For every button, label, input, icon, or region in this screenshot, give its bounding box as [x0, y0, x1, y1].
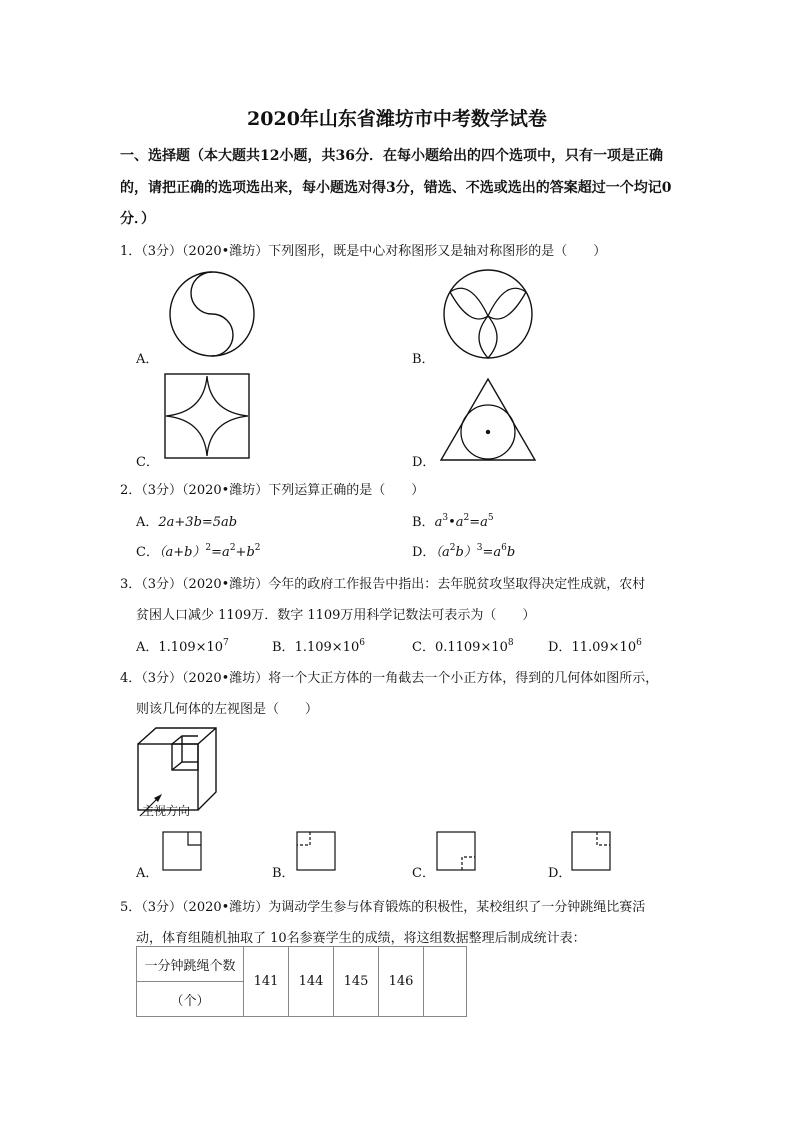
q2-d-exp: 3: [476, 543, 483, 553]
q1-option-d-label: D．: [412, 455, 436, 470]
jump-rope-stat-table: [136, 946, 467, 1017]
page-title: 2020年山东省潍坊市中考数学试卷: [247, 108, 547, 130]
q2-b-part: •a: [448, 515, 464, 530]
left-view-option-a-figure: [162, 831, 204, 873]
q2-option-d: [412, 541, 515, 560]
table-header-unit-cell: （个）: [137, 982, 244, 1017]
q3-option-d: [548, 636, 642, 655]
q4-option-b-label: B．: [272, 866, 295, 881]
left-view-option-c-figure: [436, 831, 478, 873]
q2-b-part: =a: [469, 515, 488, 530]
q4-option-c-label: C．: [412, 866, 435, 881]
q1-option-a-label: A．: [136, 352, 159, 367]
q2-b-exp: 5: [487, 513, 494, 523]
q3-a-exp: 7: [223, 638, 229, 648]
q2-c-part: （a+b）: [158, 545, 206, 560]
q4-option-a-label: A．: [136, 866, 159, 881]
table-empty-cell: [424, 947, 467, 1017]
q2-d-part: b: [506, 545, 516, 560]
q1-option-b-label: B．: [412, 352, 435, 367]
q2-d-exp: 2: [449, 543, 456, 553]
q2-c-exp: 2: [205, 543, 212, 553]
table-header-cell: [137, 947, 244, 982]
view-direction-caption: 主视方向: [142, 804, 191, 818]
question-4-stem-line-2: 则该几何体的左视图是（ ）: [136, 702, 319, 717]
q2-c-part: +b: [235, 545, 255, 560]
left-view-option-b-figure: [296, 831, 338, 873]
question-5-stem-line-2: 动，体育组随机抽取了 10名参赛学生的成绩，将这组数据整理后制成统计表：: [136, 931, 586, 946]
q2-c-part: =a: [211, 545, 230, 560]
q3-b-exp: 6: [359, 638, 365, 648]
q3-d-exp: 6: [636, 638, 642, 648]
q2-b-exp: 3: [442, 513, 449, 523]
circle-in-triangle-figure: [438, 376, 538, 462]
table-value-cell: 144: [289, 947, 334, 1017]
q3-d-label: D．: [548, 640, 572, 655]
three-petal-circle-figure: [440, 268, 536, 362]
q2-d-label: D．: [412, 545, 436, 560]
q3-a-base: 1.109×10: [158, 640, 224, 655]
question-4-stem-line-1: 4．（3分）（2020•潍坊）将一个大正方体的一角截去一个小正方体，得到的几何体如图所示，: [120, 671, 659, 686]
q2-c-label: C．: [136, 545, 159, 560]
four-point-star-in-square-figure: [164, 372, 252, 462]
q3-option-c: [412, 636, 514, 655]
q3-c-base: 0.1109×10: [434, 640, 508, 655]
table-header-line-1: 一分钟跳绳个数: [144, 958, 236, 974]
q3-option-b: [272, 636, 365, 655]
section-heading-line-2: 的，请把正确的选项选出来，每小题选对得3分，错选、不选或选出的答案超过一个均记0: [120, 180, 672, 196]
table-value-cell: 146: [379, 947, 424, 1017]
q3-a-label: A．: [136, 640, 159, 655]
q3-b-label: B．: [272, 640, 295, 655]
q2-a-expression: 2a+3b=5ab: [158, 515, 238, 530]
q1-option-c-label: C．: [136, 455, 159, 470]
q4-option-d-label: D．: [548, 866, 572, 881]
question-5-stem-line-1: 5．（3分）（2020•潍坊）为调动学生参与体育锻炼的积极性，某校组织了一分钟跳绳比赛活: [120, 900, 646, 915]
q2-d-part: b）: [455, 545, 477, 560]
q2-d-exp: 6: [501, 543, 507, 553]
q2-b-part: a: [434, 515, 443, 530]
yin-yang-circle-figure: [164, 270, 260, 360]
q3-c-label: C．: [412, 640, 435, 655]
q2-b-exp: 2: [463, 513, 470, 523]
q2-d-part: （a: [435, 545, 450, 560]
section-heading-line-3: 分．）: [120, 211, 155, 227]
q2-b-label: B．: [412, 515, 435, 530]
q3-b-base: 1.109×10: [294, 640, 360, 655]
q2-option-a: [136, 511, 237, 530]
question-3-stem-line-1: 3．（3分）（2020•潍坊）今年的政府工作报告中指出：去年脱贫攻坚取得决定性成就，农村: [120, 577, 646, 592]
left-view-option-d-figure: [571, 831, 613, 873]
question-2-stem: 2．（3分）（2020•潍坊）下列运算正确的是（ ）: [120, 483, 425, 498]
table-value-cell: 145: [334, 947, 379, 1017]
q3-d-base: 11.09×10: [571, 640, 637, 655]
table-value-cell: 141: [244, 947, 289, 1017]
q2-option-c: [136, 541, 261, 560]
q2-a-label: A．: [136, 515, 159, 530]
question-1-stem: 1．（3分）（2020•潍坊）下列图形，既是中心对称图形又是轴对称图形的是（ ）: [120, 244, 607, 259]
section-heading-line-1: 一、选择题（本大题共12小题，共36分．在每小题给出的四个选项中，只有一项是正确: [120, 148, 663, 164]
question-3-stem-line-2: 贫困人口减少 1109万．数字 1109万用科学记数法可表示为（ ）: [136, 608, 536, 623]
q3-option-a: [136, 636, 229, 655]
q2-d-part: =a: [482, 545, 502, 560]
q2-c-exp: 2: [229, 543, 236, 553]
q2-option-b: [412, 511, 494, 530]
q2-c-exp: 2: [254, 543, 261, 553]
q3-c-exp: 8: [507, 638, 514, 648]
